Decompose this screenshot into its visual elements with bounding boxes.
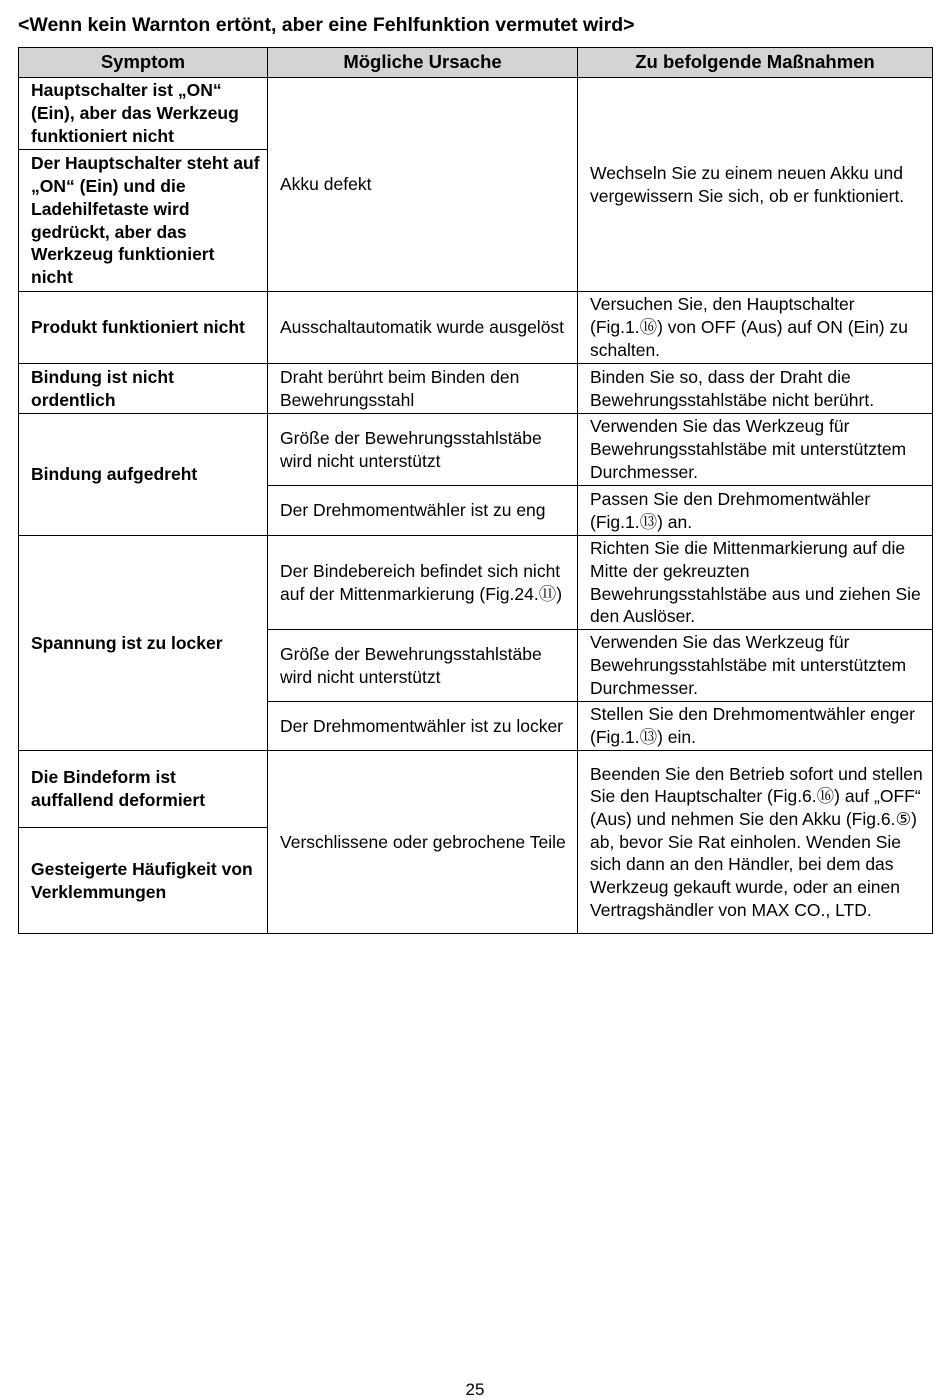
cause-cell: Der Drehmomentwähler ist zu locker bbox=[268, 702, 578, 751]
header-cause: Mögliche Ursache bbox=[268, 48, 578, 78]
action-cell: Passen Sie den Drehmomentwähler (Fig.1.⑬) an. bbox=[578, 486, 933, 536]
table-row bbox=[19, 78, 933, 150]
troubleshooting-table bbox=[18, 47, 933, 934]
table-row bbox=[19, 292, 933, 364]
table-header-row bbox=[19, 48, 933, 78]
table-row bbox=[19, 751, 933, 828]
symptom-cell: Hauptschalter ist „ON“ (Ein), aber das Werkzeug funktioniert nicht bbox=[19, 78, 268, 150]
header-action: Zu befolgende Maßnahmen bbox=[578, 48, 933, 78]
symptom-cell: Die Bindeform ist auffallend deformiert bbox=[19, 751, 268, 828]
cause-cell: Der Bindebereich befindet sich nicht auf der Mittenmarkierung (Fig.24.⑪) bbox=[268, 536, 578, 630]
action-cell: Versuchen Sie, den Hauptschalter (Fig.1.⑯) von OFF (Aus) auf ON (Ein) zu schalten. bbox=[578, 292, 933, 364]
cause-cell: Ausschaltautomatik wurde ausgelöst bbox=[268, 292, 578, 364]
cause-cell: Größe der Bewehrungsstahlstäbe wird nicht unterstützt bbox=[268, 414, 578, 486]
symptom-cell: Der Hauptschalter steht auf „ON“ (Ein) und die Ladehilfetaste wird gedrückt, aber das Werkzeug funktioniert nicht bbox=[19, 150, 268, 292]
symptom-cell: Spannung ist zu locker bbox=[19, 536, 268, 751]
cause-cell: Akku defekt bbox=[268, 78, 578, 292]
cause-cell: Draht berührt beim Binden den Bewehrungsstahl bbox=[268, 364, 578, 414]
symptom-cell: Bindung ist nicht ordentlich bbox=[19, 364, 268, 414]
table-row bbox=[19, 536, 933, 630]
action-cell: Stellen Sie den Drehmomentwähler enger (Fig.1.⑬) ein. bbox=[578, 702, 933, 751]
action-cell: Wechseln Sie zu einem neuen Akku und vergewissern Sie sich, ob er funktioniert. bbox=[578, 78, 933, 292]
action-cell: Richten Sie die Mittenmarkierung auf die Mitte der gekreuzten Bewehrungsstahlstäbe aus und ziehen Sie den Auslöser. bbox=[578, 536, 933, 630]
action-cell: Binden Sie so, dass der Draht die Bewehrungsstahlstäbe nicht berührt. bbox=[578, 364, 933, 414]
symptom-cell: Bindung aufgedreht bbox=[19, 414, 268, 536]
table-row bbox=[19, 414, 933, 486]
cause-cell: Größe der Bewehrungsstahlstäbe wird nicht unterstützt bbox=[268, 630, 578, 702]
header-symptom: Symptom bbox=[19, 48, 268, 78]
action-cell: Beenden Sie den Betrieb sofort und stellen Sie den Hauptschalter (Fig.6.⑯) auf „OFF“ (Aus) und nehmen Sie den Akku (Fig.6.⑤) ab, bevor Sie Rat einholen. Wenden Sie sich dann an den Händler, bei dem das Werkzeug gekauft wurde, oder an einen Vertragshändler von MAX CO., LTD. bbox=[578, 751, 933, 934]
action-cell: Verwenden Sie das Werkzeug für Bewehrungsstahlstäbe mit unterstütztem Durchmesser. bbox=[578, 414, 933, 486]
symptom-cell: Produkt funktioniert nicht bbox=[19, 292, 268, 364]
page-number: 25 bbox=[465, 1380, 485, 1399]
cause-cell: Verschlissene oder gebrochene Teile bbox=[268, 751, 578, 934]
action-cell: Verwenden Sie das Werkzeug für Bewehrungsstahlstäbe mit unterstütztem Durchmesser. bbox=[578, 630, 933, 702]
section-heading: <Wenn kein Warnton ertönt, aber eine Fehlfunktion vermutet wird> bbox=[18, 14, 635, 36]
table-row bbox=[19, 364, 933, 414]
cause-cell: Der Drehmomentwähler ist zu eng bbox=[268, 486, 578, 536]
symptom-cell: Gesteigerte Häufigkeit von Verklemmungen bbox=[19, 828, 268, 934]
